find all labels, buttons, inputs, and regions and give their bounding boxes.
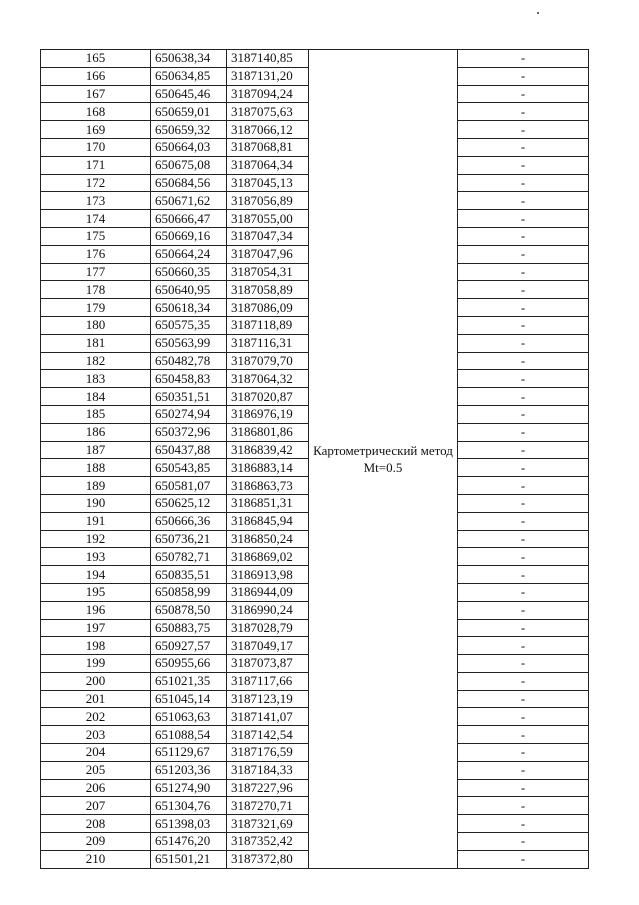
point-number-cell: 181 (41, 334, 151, 352)
x-coordinate-cell: 650634,85 (151, 67, 227, 85)
accuracy-cell: - (458, 245, 589, 263)
y-coordinate-cell: 3187068,81 (227, 138, 309, 156)
accuracy-cell: - (458, 156, 589, 174)
y-coordinate-cell: 3186863,73 (227, 477, 309, 495)
accuracy-cell: - (458, 192, 589, 210)
y-coordinate-cell: 3186913,98 (227, 566, 309, 584)
point-number-cell: 165 (41, 50, 151, 68)
y-coordinate-cell: 3186944,09 (227, 583, 309, 601)
y-coordinate-cell: 3187079,70 (227, 352, 309, 370)
x-coordinate-cell: 651129,67 (151, 744, 227, 762)
x-coordinate-cell: 650458,83 (151, 370, 227, 388)
x-coordinate-cell: 650684,56 (151, 174, 227, 192)
y-coordinate-cell: 3187184,33 (227, 761, 309, 779)
x-coordinate-cell: 650618,34 (151, 299, 227, 317)
y-coordinate-cell: 3186990,24 (227, 601, 309, 619)
accuracy-cell: - (458, 850, 589, 868)
x-coordinate-cell: 650575,35 (151, 316, 227, 334)
y-coordinate-cell: 3186851,31 (227, 494, 309, 512)
x-coordinate-cell: 650835,51 (151, 566, 227, 584)
y-coordinate-cell: 3187064,34 (227, 156, 309, 174)
point-number-cell: 197 (41, 619, 151, 637)
point-number-cell: 188 (41, 459, 151, 477)
accuracy-cell: - (458, 85, 589, 103)
y-coordinate-cell: 3186976,19 (227, 405, 309, 423)
x-coordinate-cell: 651501,21 (151, 850, 227, 868)
x-coordinate-cell: 650671,62 (151, 192, 227, 210)
x-coordinate-cell: 650640,95 (151, 281, 227, 299)
accuracy-cell: - (458, 530, 589, 548)
scan-dot (537, 12, 539, 14)
y-coordinate-cell: 3187045,13 (227, 174, 309, 192)
y-coordinate-cell: 3187073,87 (227, 655, 309, 673)
y-coordinate-cell: 3187352,42 (227, 833, 309, 851)
y-coordinate-cell: 3186869,02 (227, 548, 309, 566)
accuracy-cell: - (458, 174, 589, 192)
accuracy-cell: - (458, 726, 589, 744)
method-cell: Картометрический метод Mt=0.5 (309, 50, 458, 869)
point-number-cell: 176 (41, 245, 151, 263)
x-coordinate-cell: 651304,76 (151, 797, 227, 815)
coordinates-table-body (41, 50, 589, 869)
point-number-cell: 172 (41, 174, 151, 192)
accuracy-cell: - (458, 459, 589, 477)
accuracy-cell: - (458, 334, 589, 352)
accuracy-cell: - (458, 263, 589, 281)
accuracy-cell: - (458, 477, 589, 495)
point-number-cell: 184 (41, 388, 151, 406)
x-coordinate-cell: 651476,20 (151, 833, 227, 851)
accuracy-cell: - (458, 67, 589, 85)
point-number-cell: 208 (41, 815, 151, 833)
y-coordinate-cell: 3187117,66 (227, 672, 309, 690)
y-coordinate-cell: 3187049,17 (227, 637, 309, 655)
point-number-cell: 209 (41, 833, 151, 851)
point-number-cell: 201 (41, 690, 151, 708)
x-coordinate-cell: 650543,85 (151, 459, 227, 477)
point-number-cell: 171 (41, 156, 151, 174)
x-coordinate-cell: 651203,36 (151, 761, 227, 779)
accuracy-cell: - (458, 227, 589, 245)
point-number-cell: 200 (41, 672, 151, 690)
y-coordinate-cell: 3186883,14 (227, 459, 309, 477)
accuracy-cell: - (458, 744, 589, 762)
y-coordinate-cell: 3187047,96 (227, 245, 309, 263)
point-number-cell: 210 (41, 850, 151, 868)
point-number-cell: 177 (41, 263, 151, 281)
x-coordinate-cell: 650664,03 (151, 138, 227, 156)
x-coordinate-cell: 650666,36 (151, 512, 227, 530)
point-number-cell: 191 (41, 512, 151, 530)
y-coordinate-cell: 3187075,63 (227, 103, 309, 121)
point-number-cell: 167 (41, 85, 151, 103)
point-number-cell: 169 (41, 121, 151, 139)
y-coordinate-cell: 3187086,09 (227, 299, 309, 317)
x-coordinate-cell: 651088,54 (151, 726, 227, 744)
point-number-cell: 202 (41, 708, 151, 726)
x-coordinate-cell: 650664,24 (151, 245, 227, 263)
x-coordinate-cell: 650372,96 (151, 423, 227, 441)
x-coordinate-cell: 651274,90 (151, 779, 227, 797)
accuracy-cell: - (458, 601, 589, 619)
accuracy-cell: - (458, 690, 589, 708)
point-number-cell: 196 (41, 601, 151, 619)
point-number-cell: 195 (41, 583, 151, 601)
accuracy-cell: - (458, 672, 589, 690)
accuracy-cell: - (458, 281, 589, 299)
point-number-cell: 166 (41, 67, 151, 85)
point-number-cell: 189 (41, 477, 151, 495)
accuracy-cell: - (458, 833, 589, 851)
x-coordinate-cell: 650659,32 (151, 121, 227, 139)
point-number-cell: 198 (41, 637, 151, 655)
y-coordinate-cell: 3187140,85 (227, 50, 309, 68)
x-coordinate-cell: 650659,01 (151, 103, 227, 121)
point-number-cell: 192 (41, 530, 151, 548)
accuracy-cell: - (458, 121, 589, 139)
x-coordinate-cell: 650883,75 (151, 619, 227, 637)
y-coordinate-cell: 3187123,19 (227, 690, 309, 708)
x-coordinate-cell: 650625,12 (151, 494, 227, 512)
x-coordinate-cell: 650955,66 (151, 655, 227, 673)
accuracy-cell: - (458, 299, 589, 317)
x-coordinate-cell: 651063,63 (151, 708, 227, 726)
point-number-cell: 178 (41, 281, 151, 299)
y-coordinate-cell: 3187118,89 (227, 316, 309, 334)
accuracy-cell: - (458, 619, 589, 637)
y-coordinate-cell: 3187227,96 (227, 779, 309, 797)
x-coordinate-cell: 650351,51 (151, 388, 227, 406)
point-number-cell: 173 (41, 192, 151, 210)
accuracy-cell: - (458, 566, 589, 584)
point-number-cell: 175 (41, 227, 151, 245)
y-coordinate-cell: 3187020,87 (227, 388, 309, 406)
accuracy-cell: - (458, 423, 589, 441)
y-coordinate-cell: 3187058,89 (227, 281, 309, 299)
accuracy-cell: - (458, 761, 589, 779)
point-number-cell: 180 (41, 316, 151, 334)
x-coordinate-cell: 650638,34 (151, 50, 227, 68)
x-coordinate-cell: 650736,21 (151, 530, 227, 548)
x-coordinate-cell: 651021,35 (151, 672, 227, 690)
y-coordinate-cell: 3187116,31 (227, 334, 309, 352)
accuracy-cell: - (458, 797, 589, 815)
x-coordinate-cell: 650482,78 (151, 352, 227, 370)
y-coordinate-cell: 3187064,32 (227, 370, 309, 388)
x-coordinate-cell: 650858,99 (151, 583, 227, 601)
accuracy-cell: - (458, 548, 589, 566)
accuracy-cell: - (458, 779, 589, 797)
point-number-cell: 182 (41, 352, 151, 370)
x-coordinate-cell: 650563,99 (151, 334, 227, 352)
accuracy-cell: - (458, 50, 589, 68)
accuracy-cell: - (458, 316, 589, 334)
y-coordinate-cell: 3187372,80 (227, 850, 309, 868)
accuracy-cell: - (458, 405, 589, 423)
point-number-cell: 204 (41, 744, 151, 762)
x-coordinate-cell: 650660,35 (151, 263, 227, 281)
accuracy-cell: - (458, 210, 589, 228)
accuracy-cell: - (458, 655, 589, 673)
x-coordinate-cell: 650437,88 (151, 441, 227, 459)
point-number-cell: 205 (41, 761, 151, 779)
accuracy-cell: - (458, 583, 589, 601)
coordinates-table (40, 49, 589, 869)
accuracy-cell: - (458, 103, 589, 121)
accuracy-cell: - (458, 815, 589, 833)
x-coordinate-cell: 651045,14 (151, 690, 227, 708)
accuracy-cell: - (458, 494, 589, 512)
point-number-cell: 190 (41, 494, 151, 512)
y-coordinate-cell: 3187270,71 (227, 797, 309, 815)
x-coordinate-cell: 650581,07 (151, 477, 227, 495)
y-coordinate-cell: 3186801,86 (227, 423, 309, 441)
point-number-cell: 179 (41, 299, 151, 317)
y-coordinate-cell: 3187131,20 (227, 67, 309, 85)
y-coordinate-cell: 3187321,69 (227, 815, 309, 833)
x-coordinate-cell: 650675,08 (151, 156, 227, 174)
y-coordinate-cell: 3187056,89 (227, 192, 309, 210)
y-coordinate-cell: 3187055,00 (227, 210, 309, 228)
point-number-cell: 183 (41, 370, 151, 388)
point-number-cell: 186 (41, 423, 151, 441)
x-coordinate-cell: 650927,57 (151, 637, 227, 655)
point-number-cell: 187 (41, 441, 151, 459)
point-number-cell: 174 (41, 210, 151, 228)
accuracy-cell: - (458, 441, 589, 459)
y-coordinate-cell: 3187094,24 (227, 85, 309, 103)
y-coordinate-cell: 3187176,59 (227, 744, 309, 762)
y-coordinate-cell: 3187141,07 (227, 708, 309, 726)
accuracy-cell: - (458, 388, 589, 406)
point-number-cell: 170 (41, 138, 151, 156)
x-coordinate-cell: 651398,03 (151, 815, 227, 833)
table-row (41, 50, 589, 68)
point-number-cell: 206 (41, 779, 151, 797)
accuracy-cell: - (458, 352, 589, 370)
accuracy-cell: - (458, 708, 589, 726)
x-coordinate-cell: 650645,46 (151, 85, 227, 103)
y-coordinate-cell: 3186850,24 (227, 530, 309, 548)
point-number-cell: 168 (41, 103, 151, 121)
y-coordinate-cell: 3187142,54 (227, 726, 309, 744)
accuracy-cell: - (458, 637, 589, 655)
accuracy-cell: - (458, 370, 589, 388)
x-coordinate-cell: 650782,71 (151, 548, 227, 566)
x-coordinate-cell: 650878,50 (151, 601, 227, 619)
point-number-cell: 194 (41, 566, 151, 584)
y-coordinate-cell: 3187047,34 (227, 227, 309, 245)
accuracy-cell: - (458, 512, 589, 530)
point-number-cell: 193 (41, 548, 151, 566)
y-coordinate-cell: 3187066,12 (227, 121, 309, 139)
accuracy-cell: - (458, 138, 589, 156)
point-number-cell: 199 (41, 655, 151, 673)
x-coordinate-cell: 650274,94 (151, 405, 227, 423)
y-coordinate-cell: 3186845,94 (227, 512, 309, 530)
y-coordinate-cell: 3187028,79 (227, 619, 309, 637)
point-number-cell: 185 (41, 405, 151, 423)
point-number-cell: 207 (41, 797, 151, 815)
y-coordinate-cell: 3186839,42 (227, 441, 309, 459)
y-coordinate-cell: 3187054,31 (227, 263, 309, 281)
x-coordinate-cell: 650666,47 (151, 210, 227, 228)
x-coordinate-cell: 650669,16 (151, 227, 227, 245)
point-number-cell: 203 (41, 726, 151, 744)
